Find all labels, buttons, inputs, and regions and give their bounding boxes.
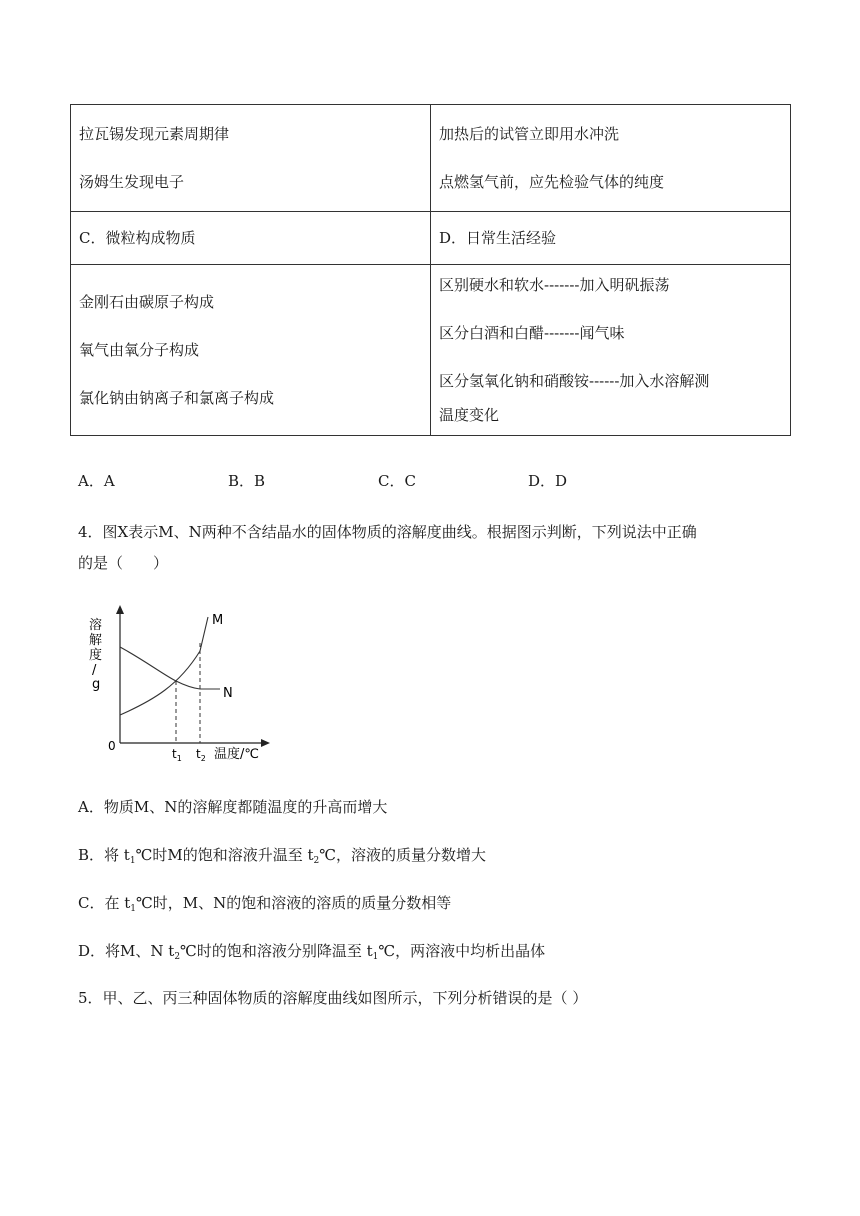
q4-stem-line2: 的是（ ） [78,554,169,572]
q4-option-b[interactable] [78,844,486,872]
curve-m [120,617,208,715]
y-label-char-3: 度 [89,648,103,663]
subscript: 1 [130,904,137,914]
cell-daily-life [431,265,791,436]
curve-n-label: N [223,686,233,701]
y-label-char-1: 溶 [89,618,103,633]
table-heading: C．微粒构成物质 [79,229,196,247]
q4-option-d[interactable] [78,940,545,968]
q4-stem-line1: 4．图X表示M、N两种不含结晶水的固体物质的溶解度曲线。根据图示判断，下列说法中正确 [78,523,697,541]
option-text: ℃，溶液的质量分数增大 [319,846,487,864]
table-line: 点燃氢气前，应先检验气体的纯度 [439,173,665,191]
q5-stem: 5．甲、乙、丙三种固体物质的溶解度曲线如图所示，下列分析错误的是（ ） [78,989,588,1007]
choice-d[interactable]: D．D [528,472,568,490]
t1-label-sub: 1 [176,754,182,763]
table-line: 金刚石由碳原子构成 [79,293,215,311]
q4-option-c[interactable] [78,892,451,920]
table-line: 加热后的试管立即用水冲洗 [439,125,620,143]
subscript: 1 [129,856,136,866]
y-label-char-4: / [92,663,97,678]
y-axis-arrow [116,605,124,614]
table-line: 区分白酒和白醋-------闻气味 [439,324,625,342]
table-line: 氯化钠由钠离子和氯离子构成 [79,389,275,407]
option-text: B．将 t [78,846,130,864]
table-line: 拉瓦锡发现元素周期律 [79,125,230,143]
option-text: ℃，两溶液中均析出晶体 [378,942,546,960]
option-text: ℃时的饱和溶液分别降温至 t [180,942,373,960]
q3-answer-choices [78,470,567,492]
option-text: ℃时M的饱和溶液升温至 t [135,846,314,864]
choice-b[interactable]: B．B [228,472,266,490]
cell-heading-d [431,212,791,265]
cell-lab-safety [431,105,791,212]
solubility-curve-figure [84,605,270,765]
cell-heading-c [71,212,431,265]
subscript: 1 [372,952,379,962]
y-label-char-5: g [92,677,101,692]
question3-options-table [70,104,791,436]
t1-label-main: t [172,747,177,761]
table-line: 区分氢氧化钠和硝酸铵------加入水溶解测 [439,372,710,390]
t2-label [196,747,206,763]
option-text: D．将M、N t [78,942,175,960]
t1-label [172,747,182,763]
table-line: 区别硬水和软水-------加入明矾振荡 [439,276,670,294]
table-line: 氧气由氧分子构成 [79,341,200,359]
table-line: 汤姆生发现电子 [79,173,185,191]
cell-history [71,105,431,212]
option-text: C．在 t [78,894,131,912]
subscript: 2 [313,856,320,866]
x-axis-arrow [261,739,270,747]
x-axis-label: 温度/℃ [214,747,259,762]
option-text: ℃时，M、N的饱和溶液的溶质的质量分数相等 [136,894,452,912]
choice-c[interactable]: C．C [378,472,416,490]
curve-n [120,647,220,689]
y-label-char-2: 解 [89,633,103,648]
q4-option-a[interactable]: A．物质M、N的溶解度都随温度的升高而增大 [78,798,388,816]
t2-label-sub: 2 [200,754,206,763]
t2-label-main: t [196,747,201,761]
origin-label: 0 [108,739,116,753]
choice-a[interactable]: A．A [78,472,115,490]
curve-m-label: M [212,613,224,628]
table-line: 温度变化 [439,406,500,424]
subscript: 2 [174,952,181,962]
cell-particles [71,265,431,436]
y-axis-label [89,617,106,692]
table-heading: D．日常生活经验 [439,229,557,247]
